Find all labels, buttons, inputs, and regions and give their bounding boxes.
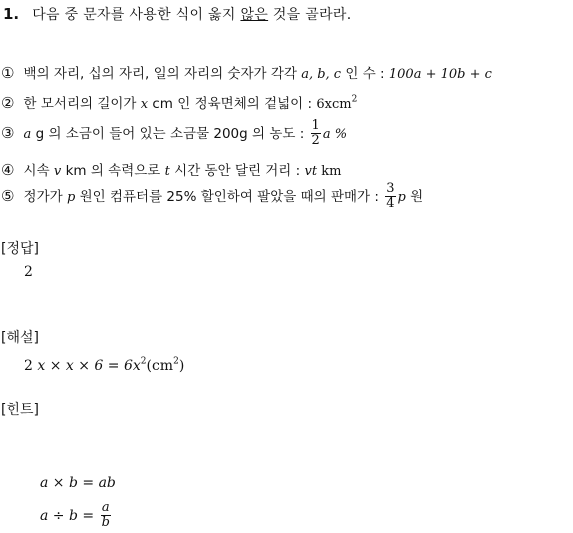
option-math: a	[23, 127, 32, 142]
solution-superscript-1: 2	[140, 356, 147, 367]
option-expression: 6xcm	[316, 97, 352, 112]
option-1	[1, 62, 492, 82]
option-math: p	[66, 190, 76, 205]
hint-fraction	[101, 501, 111, 530]
option-text2: 인 수 :	[341, 66, 389, 82]
option-expression: p	[397, 190, 406, 205]
option-expression: 100a + 10b + c	[388, 67, 492, 82]
option-math: x	[140, 97, 149, 112]
answer-value: 2	[24, 264, 33, 280]
question	[3, 4, 351, 24]
answer-heading: [정답]	[1, 241, 39, 257]
option-text3: 시간 동안 달린 거리 :	[169, 163, 305, 179]
hint-heading: [힌트]	[1, 402, 39, 418]
fraction-numerator: 1	[311, 118, 320, 133]
option-math: v	[53, 164, 62, 179]
question-text-underlined: 않은	[240, 7, 269, 23]
option-superscript: 2	[351, 94, 358, 105]
solution-prefix: 2	[24, 358, 38, 374]
solution-superscript-2: 2	[173, 356, 179, 367]
solution-heading: [해설]	[1, 330, 39, 346]
option-fraction	[311, 119, 321, 148]
option-text: 백의 자리, 십의 자리, 일의 자리의 숫자가 각각	[23, 66, 302, 82]
question-number: 1.	[3, 5, 20, 23]
fraction-numerator: 3	[386, 181, 395, 196]
hint-line-1: a × b = ab	[40, 475, 116, 491]
solution-expression-mid: (cm	[146, 358, 174, 374]
solution-expression-end: )	[178, 358, 185, 374]
option-mark: ⑤	[1, 187, 15, 205]
option-text: g 의 소금이 들어 있는 소금물 200g 의 농도 :	[31, 126, 309, 142]
option-4	[1, 159, 341, 179]
solution-line	[24, 355, 184, 374]
option-text: 정가가	[23, 189, 67, 205]
option-text2: 원인 컴퓨터를 25% 할인하여 팔았을 때의 판매가 :	[75, 189, 384, 205]
option-text: 시속	[23, 163, 54, 179]
option-2	[1, 92, 357, 112]
option-fraction	[385, 182, 395, 211]
option-expression: vt	[304, 164, 318, 179]
option-5	[1, 182, 423, 211]
option-math-2: t	[164, 164, 170, 179]
fraction-denominator: 2	[311, 133, 320, 148]
fraction-denominator: 4	[386, 196, 395, 211]
option-text2: cm 인 정육면체의 겉넓이 :	[148, 96, 317, 112]
option-mark: ①	[1, 64, 15, 82]
option-text2: km 의 속력으로	[61, 163, 165, 179]
option-math: a, b, c	[301, 67, 342, 82]
option-expression: a %	[322, 127, 348, 142]
question-text-before: 다음 중 문자를 사용한 식이 옳지	[32, 7, 241, 23]
solution-expression: x × x × 6 = 6x	[37, 358, 141, 374]
option-3	[1, 119, 347, 148]
fraction-denominator: b	[101, 515, 110, 530]
option-mark: ④	[1, 161, 15, 179]
hint-line-2	[40, 501, 113, 530]
question-text-after: 것을 골라라.	[268, 7, 352, 23]
option-text: 한 모서리의 길이가	[23, 96, 141, 112]
option-unit: km	[317, 164, 342, 179]
hint-expression: a ÷ b =	[40, 508, 99, 524]
option-mark: ③	[1, 124, 15, 142]
option-unit: 원	[405, 189, 424, 205]
fraction-numerator: a	[101, 500, 110, 515]
option-mark: ②	[1, 94, 15, 112]
